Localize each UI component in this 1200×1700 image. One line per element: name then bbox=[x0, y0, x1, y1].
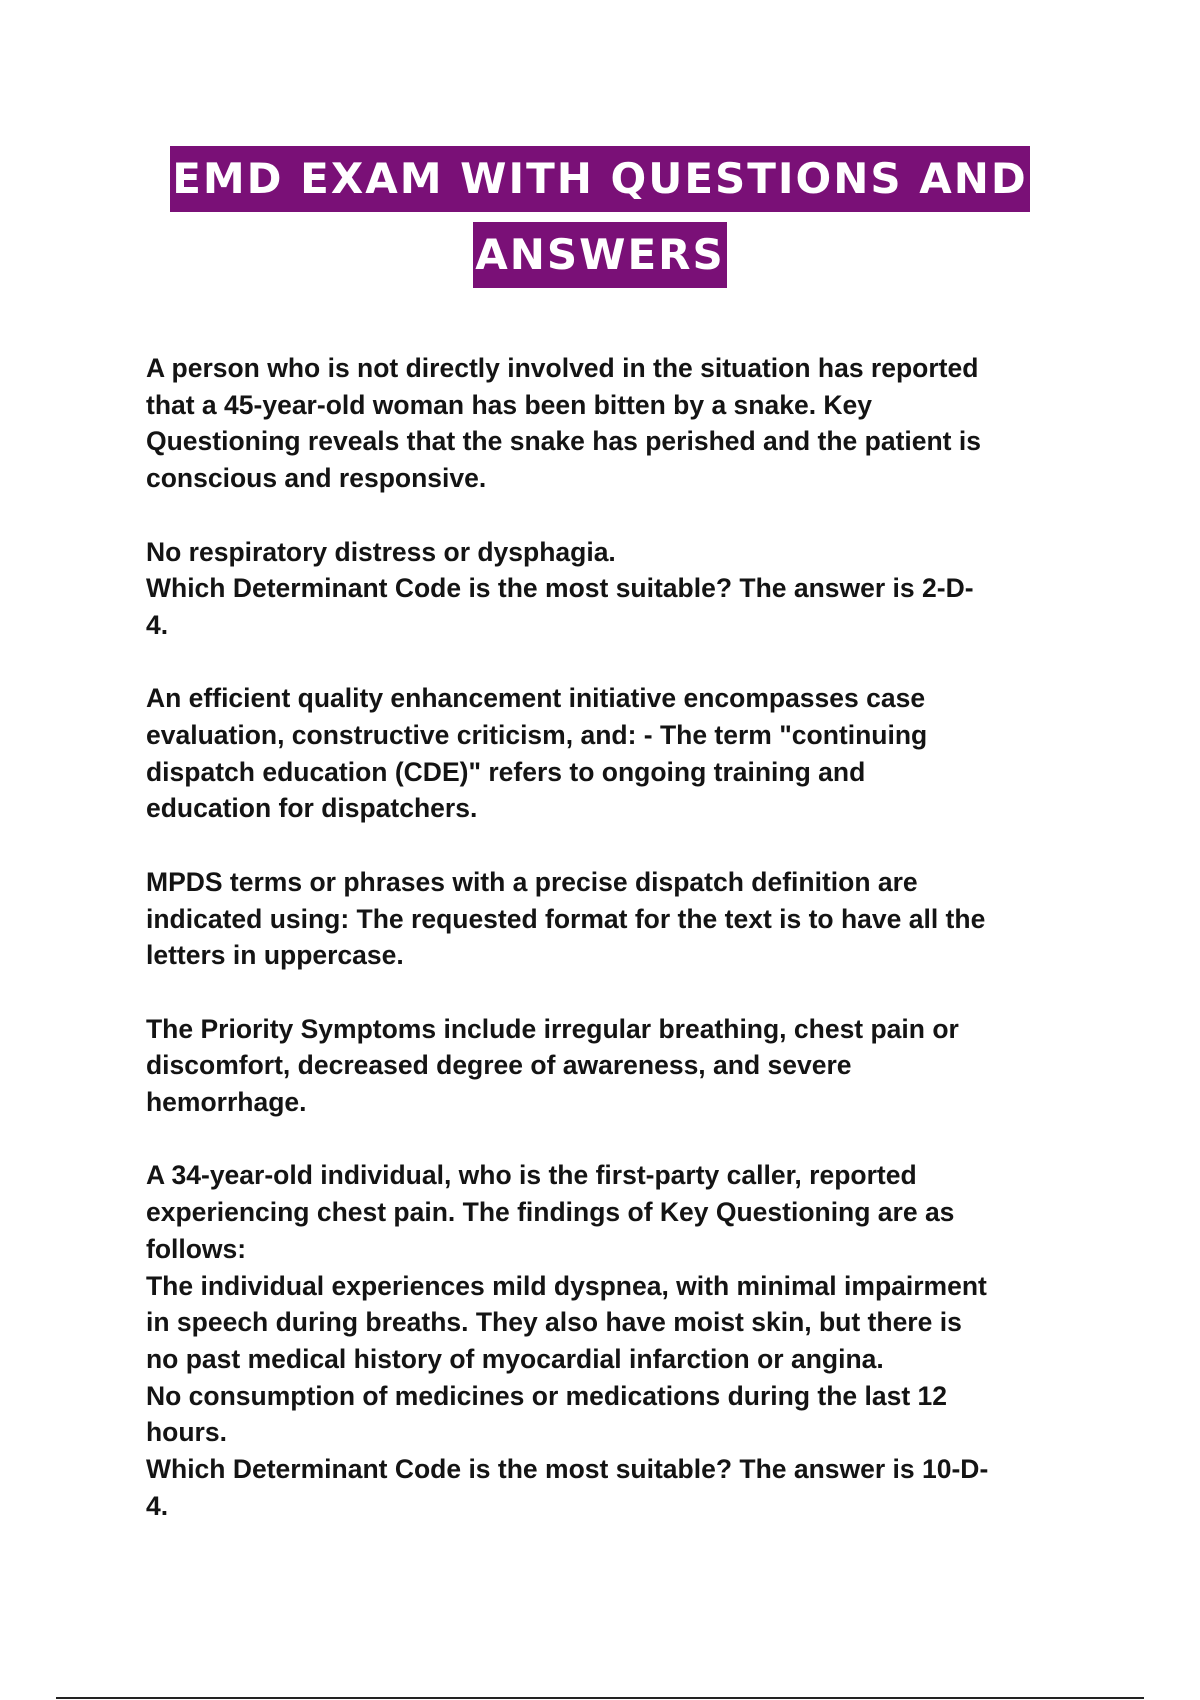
paragraph-chest-pain bbox=[146, 1157, 1066, 1524]
paragraph-priority-symptoms bbox=[146, 1011, 1066, 1121]
text-line: in speech during breaths. They also have moist skin, but there is bbox=[146, 1307, 962, 1338]
page-divider bbox=[56, 1697, 1144, 1699]
text-line: Which Determinant Code is the most suitable? The answer is 2-D- bbox=[146, 573, 974, 604]
paragraph-quality-enhancement bbox=[146, 680, 1066, 827]
paragraph-mpds-terms bbox=[146, 864, 1066, 974]
document-title bbox=[0, 146, 1200, 298]
text-line: The Priority Symptoms include irregular breathing, chest pain or bbox=[146, 1013, 959, 1044]
text-line: experiencing chest pain. The findings of Key Questioning are as bbox=[146, 1197, 955, 1228]
text-line: dispatch education (CDE)" refers to ongoing training and bbox=[146, 756, 866, 787]
text-line: Questioning reveals that the snake has perished and the patient is bbox=[146, 426, 981, 457]
text-line: that a 45-year-old woman has been bitten by a snake. Key bbox=[146, 389, 873, 420]
text-line: hours. bbox=[146, 1417, 227, 1448]
text-line: indicated using: The requested format for the text is to have all the bbox=[146, 903, 986, 934]
paragraph-snake-bite-answer bbox=[146, 534, 1066, 644]
title-line-2: ANSWERS bbox=[473, 222, 727, 288]
text-line: no past medical history of myocardial infarction or angina. bbox=[146, 1343, 884, 1374]
text-line: follows: bbox=[146, 1233, 247, 1264]
text-line: Which Determinant Code is the most suitable? The answer is 10-D- bbox=[146, 1454, 989, 1485]
text-line: An efficient quality enhancement initiative encompasses case bbox=[146, 683, 926, 714]
title-line-1: EMD EXAM WITH QUESTIONS AND bbox=[170, 146, 1030, 212]
text-line: discomfort, decreased degree of awareness, and severe bbox=[146, 1050, 852, 1081]
text-line: 4. bbox=[146, 609, 169, 640]
text-line: conscious and responsive. bbox=[146, 463, 487, 494]
text-line: MPDS terms or phrases with a precise dispatch definition are bbox=[146, 866, 918, 897]
text-line: The individual experiences mild dyspnea, with minimal impairment bbox=[146, 1270, 987, 1301]
text-line: A 34-year-old individual, who is the first-party caller, reported bbox=[146, 1160, 917, 1191]
text-line: hemorrhage. bbox=[146, 1087, 307, 1117]
text-line: No consumption of medicines or medications during the last 12 bbox=[146, 1380, 948, 1411]
document-body bbox=[146, 350, 1066, 1561]
text-line: No respiratory distress or dysphagia. bbox=[146, 536, 616, 567]
text-line: evaluation, constructive criticism, and: - The term "continuing bbox=[146, 720, 928, 750]
text-line: 4. bbox=[146, 1490, 169, 1521]
text-line: education for dispatchers. bbox=[146, 793, 478, 824]
paragraph-snake-bite bbox=[146, 350, 1066, 497]
text-line: letters in uppercase. bbox=[146, 940, 404, 971]
text-line: A person who is not directly involved in the situation has reported bbox=[146, 353, 979, 383]
